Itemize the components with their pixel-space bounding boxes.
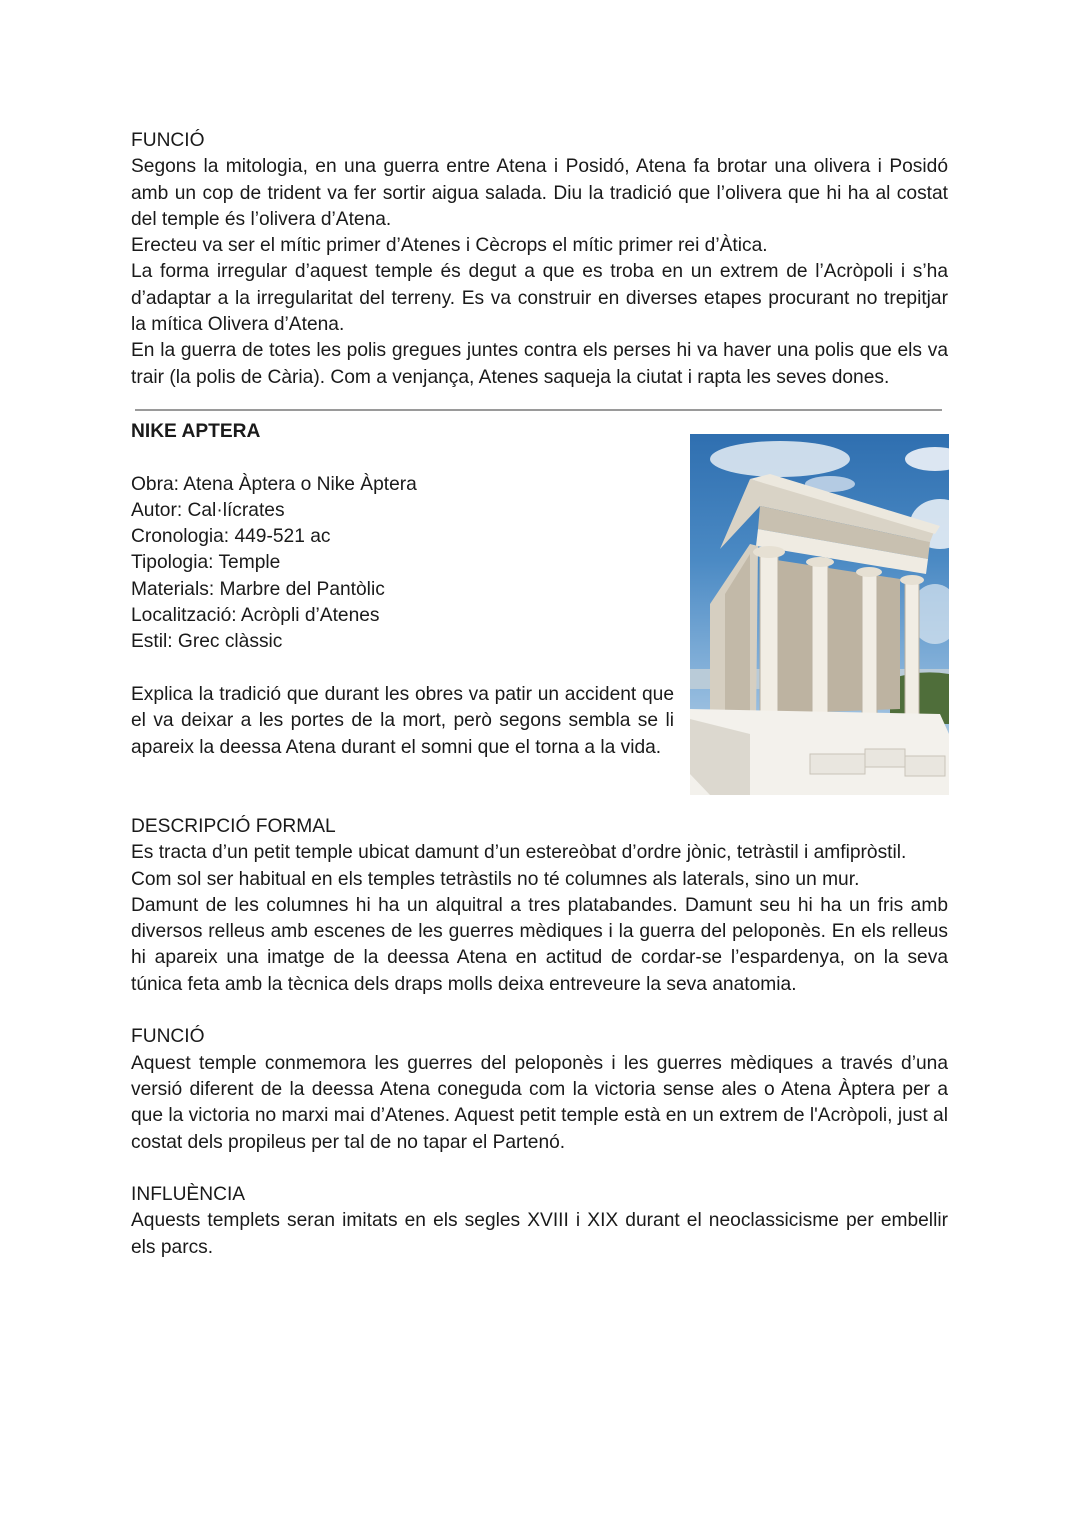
funcio-erecteion-section <box>131 128 948 391</box>
descripcio-paragraph: Es tracta d’un petit temple ubicat damunt d’un estereòbat d’ordre jònic, tetràstil i amfipròstil. <box>131 842 907 864</box>
descripcio-formal-heading: DESCRIPCIÓ FORMAL <box>131 816 336 837</box>
descripcio-paragraph: Com sol ser habitual en els temples tetràstils no té columnes als laterals, sino un mur. <box>131 868 860 890</box>
descripcio-paragraph: Damunt de les columnes hi ha un alquitral a tres platabandes. Damunt seu hi ha un fris amb diversos relleus amb escenes de les guerres mèdiques i la guerra del peloponès. En els relleus hi apareix una imatge de la deessa Atena en actitud de cordar-se l’espardenya, on la seva túnica feta amb la tècnica dels draps molls deixa entreveure la seva anatomia. <box>131 894 948 995</box>
temple-photo <box>690 434 949 795</box>
funcio-nike-paragraph: Aquest temple conmemora les guerres del peloponès i les guerres mèdiques a través d’una versió diferent de la deessa Atena coneguda com la victoria sense ales o Atena Àptera per a que la victoria no marxi mai d’Atenes. Aquest petit temple està en un extrem de l'Acròpoli, just al costat dels propileus per tal de no tapar el Partenó. <box>131 1052 948 1153</box>
funcio-paragraph: En la guerra de totes les polis gregues juntes contra els perses hi va haver una polis que els va trair (la polis de Cària). Com a venjança, Atenes saqueja la ciutat i rapta les seves dones. <box>131 340 948 388</box>
fact-autor: Autor: Cal·lícrates <box>131 499 285 521</box>
fact-localitzacio: Localització: Acròpli d’Atenes <box>131 605 380 627</box>
section-title: NIKE APTERA <box>131 421 261 442</box>
funcio-nike-heading: FUNCIÓ <box>131 1026 205 1048</box>
funcio-paragraph: Erecteu va ser el mític primer d’Atenes i Cècrops el mític primer rei d’Àtica. <box>131 235 768 257</box>
section-divider <box>135 409 942 411</box>
fact-obra: Obra: Atena Àptera o Nike Àptera <box>131 473 417 495</box>
fact-cronologia: Cronologia: 449-521 ac <box>131 526 331 548</box>
fact-materials: Materials: Marbre del Pantòlic <box>131 578 385 600</box>
intro-paragraph: Explica la tradició que durant les obres va patir un accident que el va deixar a les portes de la mort, però segons sembla se li apareix la deessa Atena durant el somni que el torna a la vida. <box>131 683 674 758</box>
fact-tipologia: Tipologia: Temple <box>131 552 281 574</box>
funcio-heading: FUNCIÓ <box>131 130 205 151</box>
funcio-paragraph: La forma irregular d’aquest temple és degut a que es troba en un extrem de l’Acròpoli i s’ha d’adaptar a la irregularitat del terreny. Es va construir en diverses etapes procurant no trepitjar la mítica Olivera d’Atena. <box>131 261 948 336</box>
fact-list <box>131 472 674 656</box>
influencia-paragraph: Aquests templets seran imitats en els segles XVIII i XIX durant el neoclassicisme per embellir els parcs. <box>131 1210 948 1258</box>
funcio-paragraph: Segons la mitologia, en una guerra entre Atena i Posidó, Atena fa brotar una olivera i Posidó amb un cop de trident va fer sortir aigua salada. Diu la tradició que l’olivera que hi ha al costat del temple és l’olivera d’Atena. <box>131 156 948 230</box>
fact-estil: Estil: Grec clàssic <box>131 631 283 653</box>
nike-aptera-details <box>131 814 948 1261</box>
influencia-heading: INFLUÈNCIA <box>131 1184 246 1206</box>
